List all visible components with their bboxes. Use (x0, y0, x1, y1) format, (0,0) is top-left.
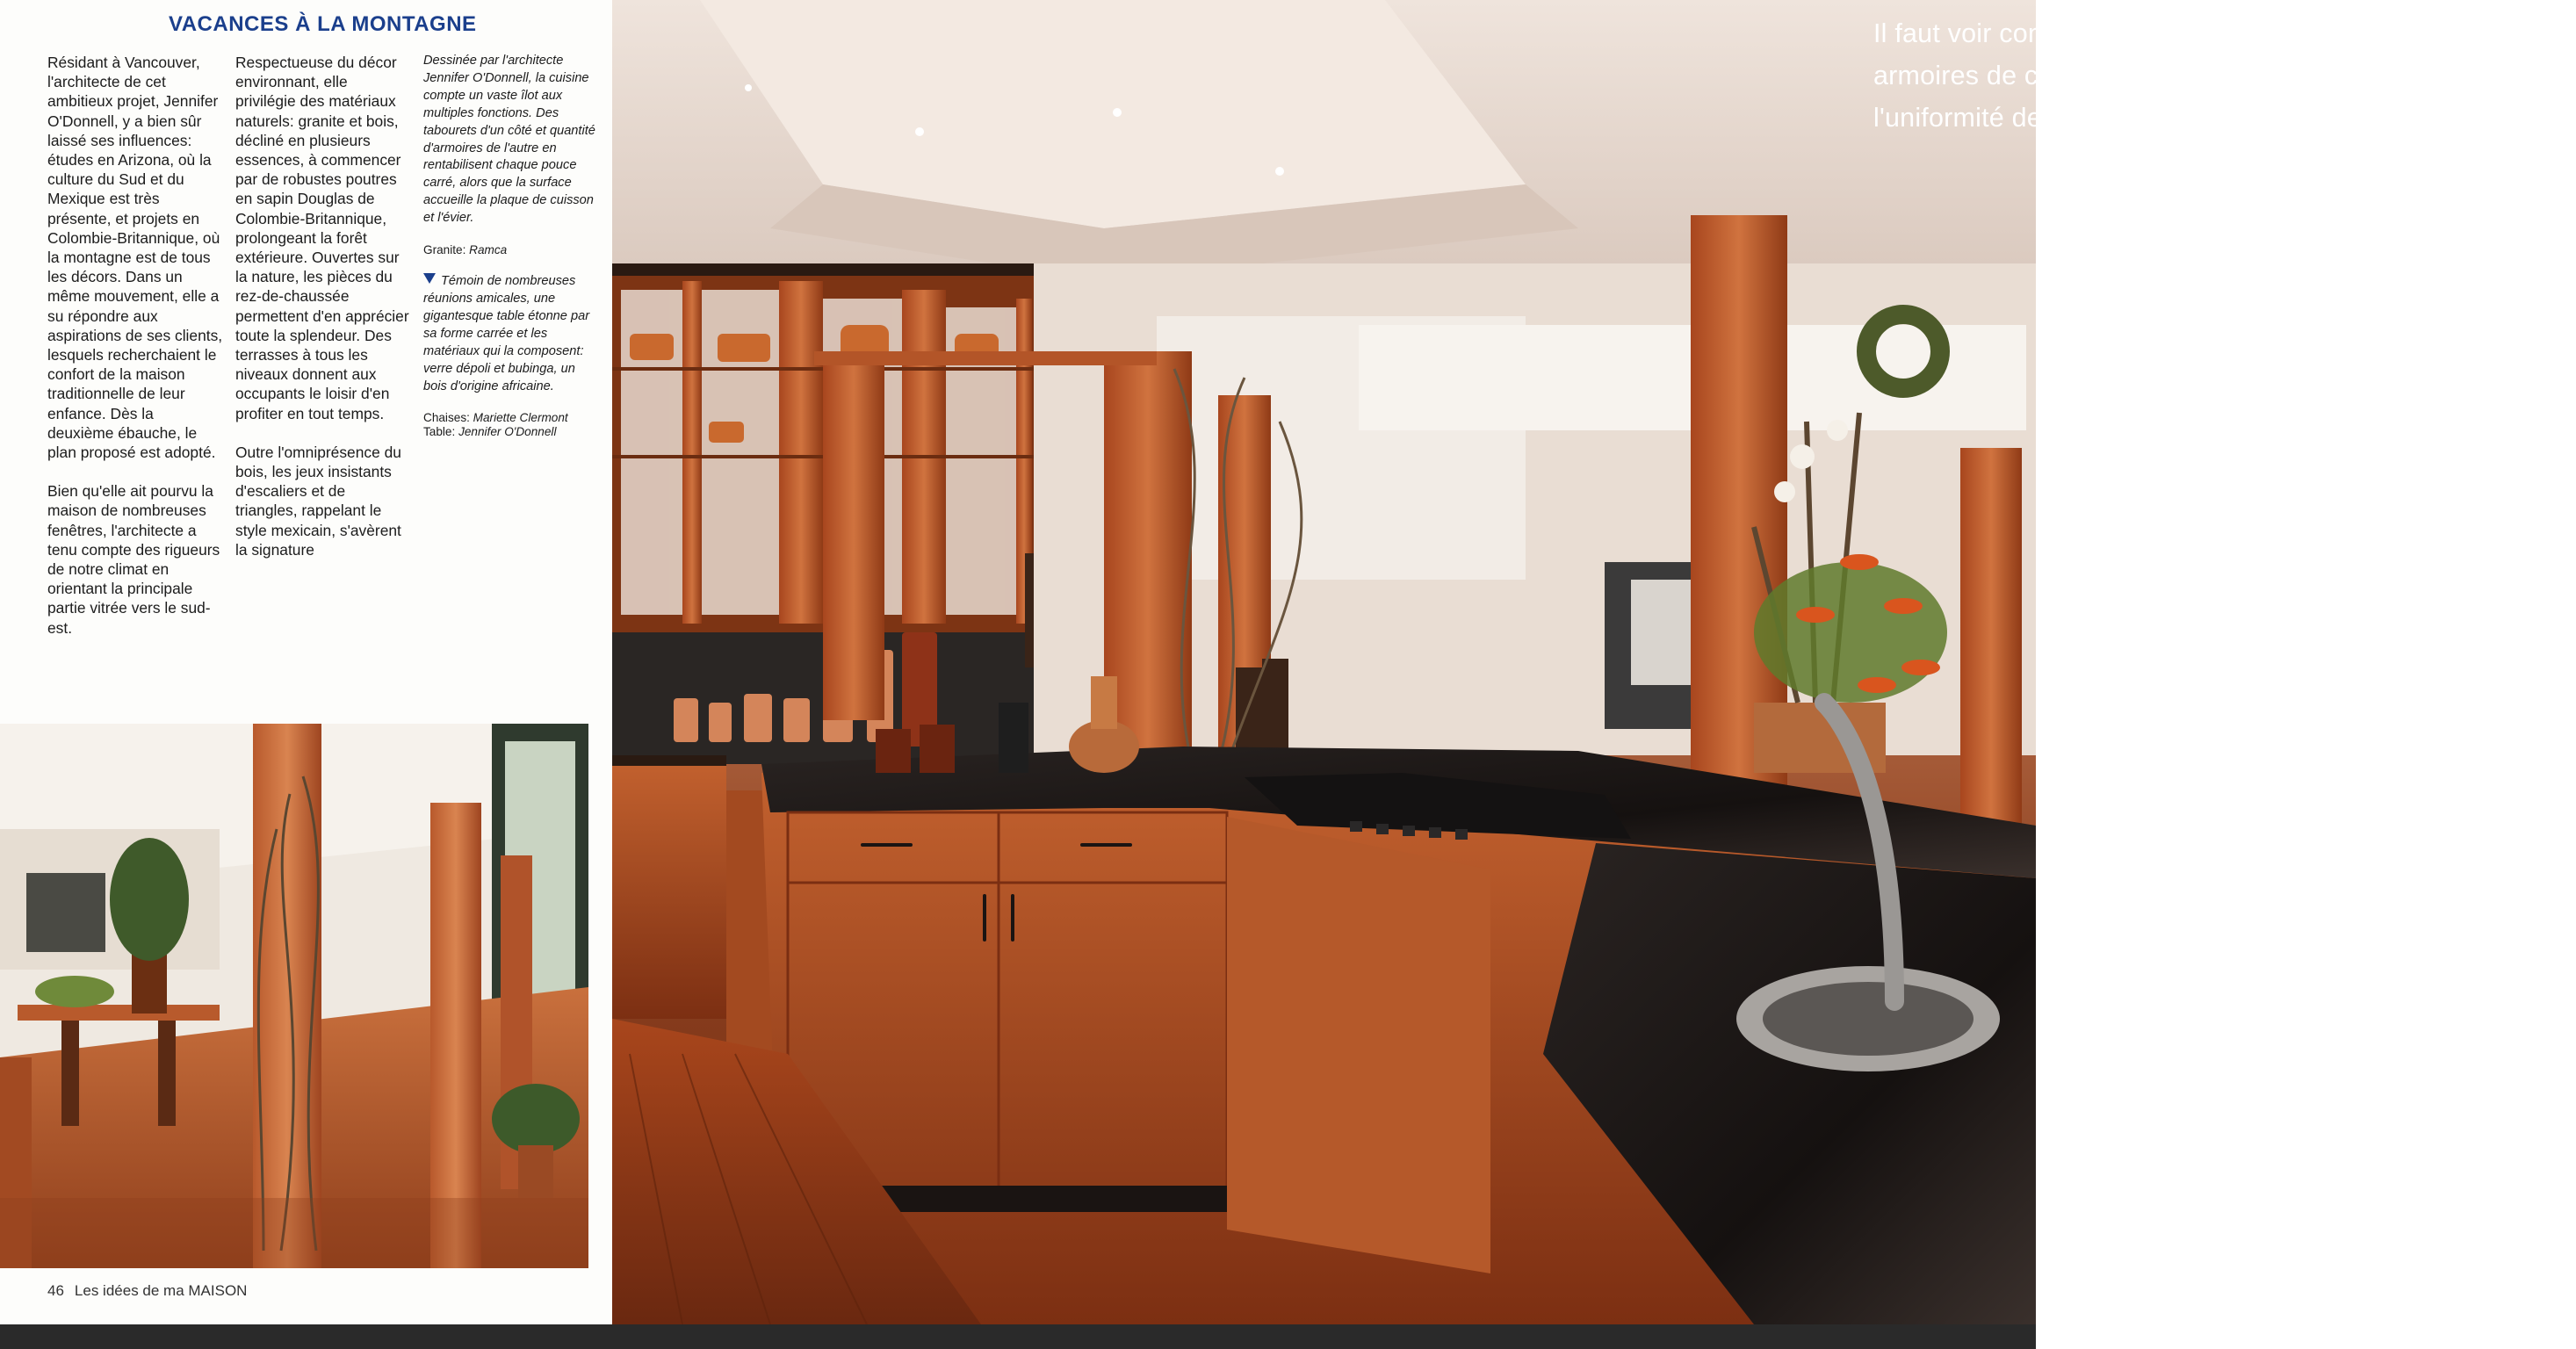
left-page (0, 0, 612, 1328)
furniture-credits (423, 411, 595, 439)
magazine-name: Les idées de ma MAISON (74, 1282, 248, 1299)
chairs-value: Mariette Clermont (473, 411, 568, 425)
kitchen-illustration (612, 0, 2036, 1324)
kitchen-photo (612, 0, 2567, 1324)
headline: VACANCES À LA MONTAGNE (169, 12, 477, 36)
kitchen-caption: Dessinée par l'architecte Jennifer O'Donnell, la cuisine compte un vaste îlot aux multiples fonctions. Des tabourets d'un côté et quantité d'armoires de l'autre en rentabilisent chaque pouce carré, alors que la surface accueille la plaque de cuisson et l'évier. (423, 54, 595, 226)
main-photo-caption: Il faut voir comment la cuisine est mise en beauté par des armoires de cerisier, une essence privilégiée en raison de l'uniformité de son grain. (1873, 18, 2567, 133)
page-footer (47, 1282, 247, 1300)
text-column-2 (235, 53, 411, 579)
dining-room-illustration (0, 724, 588, 1268)
text-column-1 (47, 53, 223, 657)
column1-paragraph-1: Résidant à Vancouver, l'architecte de cet ambitieux projet, Jennifer O'Donnell, y a bien sûr laissé ses influences: études en Arizona, où la culture du Sud et du Mexique est très présente, et projets en Colombie-Britannique, où la montagne est de tous les décors. Dans un même mouvement, elle a su répondre aux aspirations de ses clients, lesquels recherchaient le confort de la maison traditionnelle de leur enfance. Dès la deuxième ébauche, le plan proposé est adopté. (47, 54, 223, 462)
triangle-down-icon (423, 273, 436, 284)
page-bottom-edge (0, 1324, 2036, 1349)
caption-column (423, 53, 595, 455)
column2-paragraph-1: Respectueuse du décor environnant, elle privilégie des matériaux naturels: granite et bois, décliné en plusieurs essences, à commencer par de robustes poutres en sapin Douglas de Colombie-Britannique, prolongeant la forêt extérieure. Ouvertes sur la nature, les pièces du rez-de-chaussée permettent d'en apprécier toute la splendeur. Des terrasses à tous les niveaux donnent aux occupants le loisir d'en profiter en tout temps. (235, 54, 409, 422)
table-value: Jennifer O'Donnell (458, 425, 557, 439)
page-number: 46 (47, 1282, 64, 1299)
table-label: Table: (423, 425, 459, 439)
granite-value: Ramca (469, 243, 508, 257)
chairs-label: Chaises: (423, 411, 473, 425)
granite-credit (423, 243, 595, 257)
table-caption (423, 273, 595, 395)
column2-paragraph-2: Outre l'omniprésence du bois, les jeux insistants d'escaliers et de triangles, rappelant le style mexicain, s'avèrent la signature (235, 443, 401, 559)
granite-label: Granite: (423, 243, 470, 257)
dining-room-photo (0, 724, 588, 1268)
column1-paragraph-2: Bien qu'elle ait pourvu la maison de nombreuses fenêtres, l'architecte a tenu compte des rigueurs de notre climat en orientant la principale partie vitrée vers le sud-est. (47, 482, 220, 637)
table-caption-text: Témoin de nombreuses réunions amicales, une gigantesque table étonne par sa forme carrée et les matériaux qui la composent: verre dépoli et bubinga, un bois d'origine africaine. (423, 274, 590, 393)
